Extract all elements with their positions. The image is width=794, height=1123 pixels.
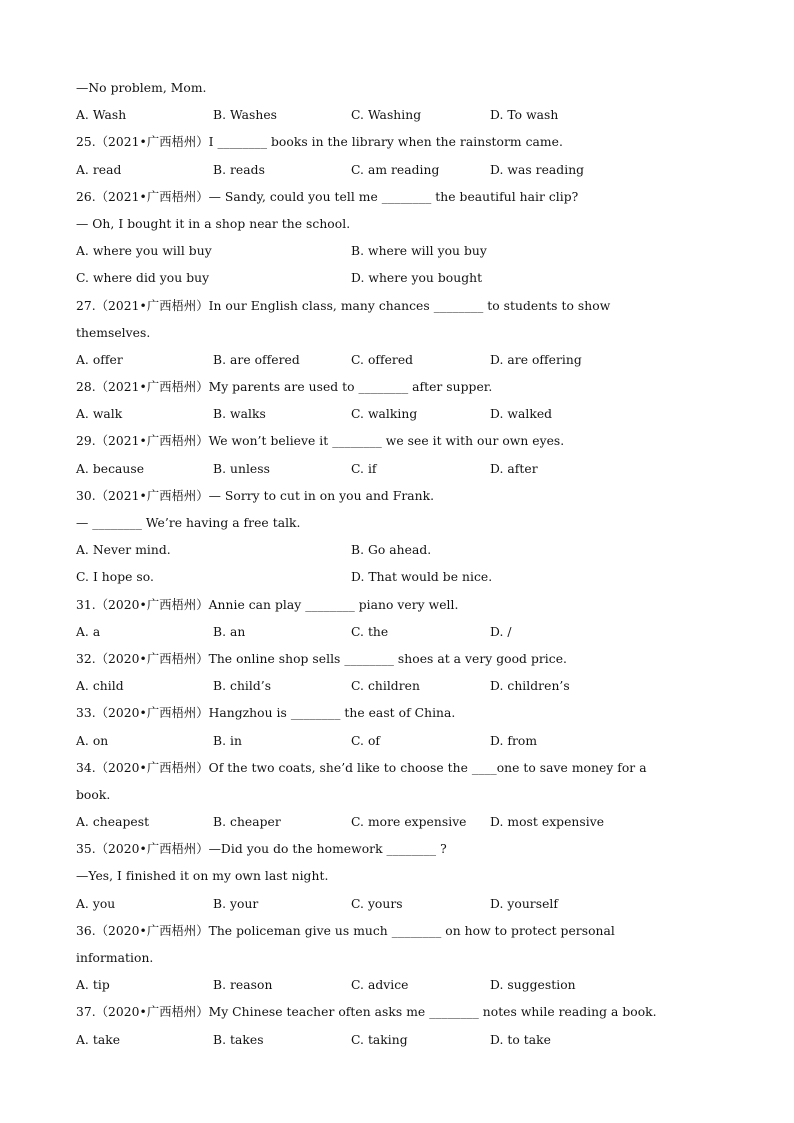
- question-text-line: 33.（2020•广西梧州）Hangzhou is ________ the east of China.: [76, 706, 456, 721]
- answer-option: A. Never mind.: [76, 543, 171, 558]
- answer-options-row: [76, 238, 794, 265]
- question-text-line: information.: [76, 951, 154, 965]
- answer-option: B. where will you buy: [351, 244, 487, 259]
- answer-options-row: [76, 673, 794, 700]
- answer-option: D. To wash: [490, 108, 559, 123]
- answer-option: A. read: [76, 162, 122, 177]
- answer-option: C. where did you buy: [76, 271, 210, 286]
- answer-option: B. Washes: [213, 108, 278, 123]
- answer-options-row: [76, 564, 794, 591]
- answer-option: D. was reading: [490, 162, 585, 177]
- answer-option: C. walking: [351, 407, 418, 422]
- answer-option: C. if: [351, 461, 377, 476]
- answer-options-row: [76, 728, 794, 755]
- answer-option: A. you: [76, 896, 116, 911]
- answer-option: A. tip: [76, 978, 110, 993]
- question-text-line: 37.（2020•广西梧州）My Chinese teacher often asks me ________ notes while reading a book.: [76, 1005, 657, 1020]
- answer-option: D. children’s: [490, 679, 570, 694]
- answer-option: D. where you bought: [351, 271, 483, 286]
- question-text-line: 27.（2021•广西梧州）In our English class, many chances ________ to students to show: [76, 298, 611, 313]
- question-text-line: 28.（2021•广西梧州）My parents are used to ________ after supper.: [76, 380, 493, 395]
- answer-option: B. Go ahead.: [351, 543, 432, 558]
- answer-option: C. more expensive: [351, 815, 467, 830]
- question-text-line: —Yes, I finished it on my own last night.: [76, 869, 329, 884]
- answer-options-row: [76, 619, 794, 646]
- answer-option: D. suggestion: [490, 978, 576, 993]
- answer-option: B. an: [213, 624, 246, 639]
- answer-option: A. take: [76, 1032, 121, 1047]
- answer-options-row: [76, 972, 794, 999]
- answer-option: C. am reading: [351, 162, 440, 177]
- answer-option: A. where you will buy: [76, 244, 212, 259]
- question-text-line: 26.（2021•广西梧州）— Sandy, could you tell me ________ the beautiful hair clip?: [76, 189, 579, 204]
- answer-option: A. Wash: [76, 108, 127, 123]
- answer-option: C. offered: [351, 352, 414, 367]
- answer-option: C. yours: [351, 896, 403, 911]
- answer-options-row: [76, 891, 794, 918]
- answer-option: C. of: [351, 733, 380, 748]
- question-text-line: 31.（2020•广西梧州）Annie can play ________ piano very well.: [76, 597, 459, 612]
- answer-option: A. offer: [76, 352, 123, 367]
- answer-options-row: [76, 401, 794, 428]
- answer-options-row: [76, 456, 794, 483]
- answer-option: A. cheapest: [76, 815, 150, 830]
- question-text-line: 34.（2020•广西梧州）Of the two coats, she’d like to choose the ____one to save money for a: [76, 760, 647, 775]
- answer-option: D. walked: [490, 407, 553, 422]
- answer-option: B. reads: [213, 162, 265, 177]
- answer-option: A. a: [76, 624, 101, 639]
- answer-option: B. are offered: [213, 352, 300, 367]
- answer-option: C. taking: [351, 1032, 408, 1047]
- question-text-line: themselves.: [76, 325, 151, 340]
- answer-option: B. cheaper: [213, 815, 281, 830]
- answer-options-row: [76, 265, 794, 292]
- answer-option: B. your: [213, 896, 259, 911]
- answer-option: C. I hope so.: [76, 570, 154, 585]
- answer-option: C. children: [351, 679, 420, 694]
- answer-option: C. Washing: [351, 108, 422, 123]
- answer-option: A. child: [76, 679, 124, 694]
- question-text-line: 36.（2020•广西梧州）The policeman give us much ________ on how to protect personal: [76, 923, 615, 938]
- question-text-line: 30.（2021•广西梧州）— Sorry to cut in on you and Frank.: [76, 488, 435, 503]
- answer-option: B. takes: [213, 1032, 264, 1047]
- question-text-line: 25.（2021•广西梧州）I ________ books in the library when the rainstorm came.: [76, 135, 563, 150]
- answer-option: A. walk: [76, 407, 123, 422]
- answer-options-row: [76, 809, 794, 836]
- question-text-line: — ________ We’re having a free talk.: [76, 516, 301, 530]
- answer-option: D. /: [490, 624, 512, 639]
- question-text-line: 32.（2020•广西梧州）The online shop sells ________ shoes at a very good price.: [76, 651, 567, 666]
- answer-option: A. on: [76, 733, 109, 748]
- answer-option: B. walks: [213, 407, 266, 422]
- answer-options-row: [76, 157, 794, 184]
- answer-options-row: [76, 1027, 794, 1054]
- answer-option: D. are offering: [490, 352, 582, 367]
- question-text-line: 35.（2020•广西梧州）—Did you do the homework ________ ?: [76, 842, 447, 857]
- answer-option: A. because: [76, 461, 145, 476]
- question-text-line: —No problem, Mom.: [76, 81, 207, 95]
- answer-option: C. advice: [351, 978, 409, 993]
- question-text-line: book.: [76, 787, 111, 802]
- answer-option: B. in: [213, 733, 242, 748]
- answer-option: B. child’s: [213, 679, 272, 694]
- answer-options-row: [76, 537, 794, 564]
- answer-option: D. from: [490, 733, 538, 748]
- answer-option: B. reason: [213, 978, 273, 993]
- question-text-line: — Oh, I bought it in a shop near the school.: [76, 216, 351, 231]
- answer-option: C. the: [351, 624, 389, 639]
- answer-options-row: [76, 102, 794, 129]
- answer-option: D. after: [490, 461, 538, 476]
- answer-options-row: [76, 347, 794, 374]
- answer-option: D. to take: [490, 1032, 551, 1047]
- question-text-line: 29.（2021•广西梧州）We won’t believe it ________ we see it with our own eyes.: [76, 434, 565, 449]
- answer-option: B. unless: [213, 461, 270, 476]
- answer-option: D. That would be nice.: [351, 570, 493, 585]
- answer-option: D. yourself: [490, 896, 559, 911]
- answer-option: D. most expensive: [490, 815, 605, 830]
